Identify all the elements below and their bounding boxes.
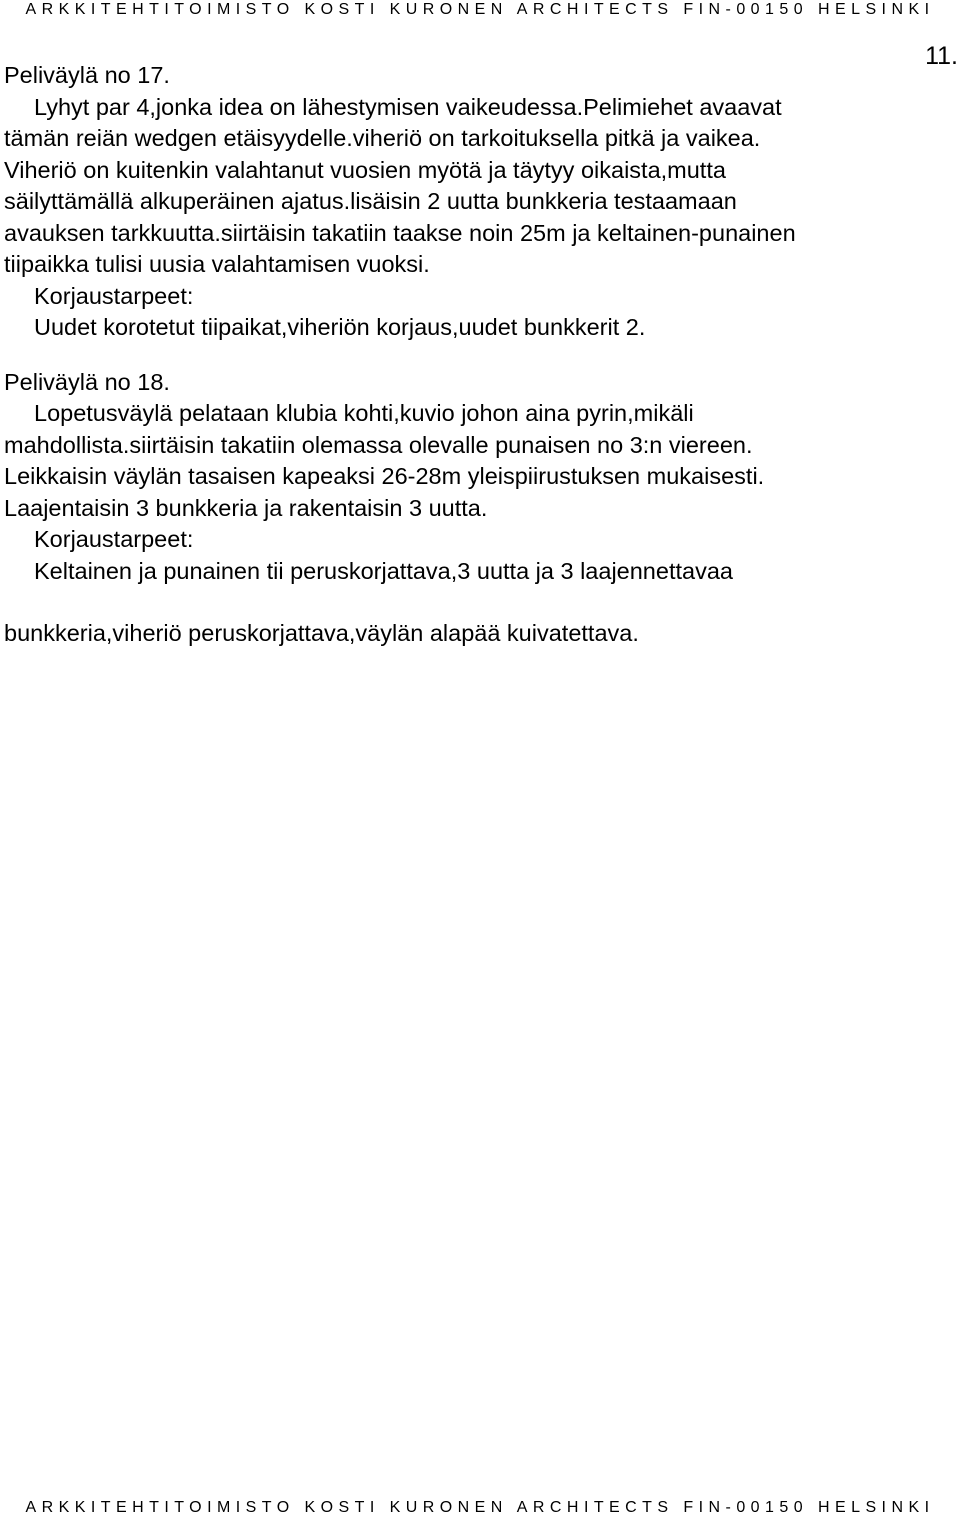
body-line: Viheriö on kuitenkin valahtanut vuosien myötä ja täytyy oikaista,mutta xyxy=(4,156,726,183)
repairs-line: bunkkeria,viheriö peruskorjattava,väylän alapää kuivatettava. xyxy=(4,620,639,646)
document-body xyxy=(4,60,954,650)
body-line: Laajentaisin 3 bunkkeria ja rakentaisin 3 uutta. xyxy=(4,494,488,521)
body-line: avauksen tarkkuutta.siirtäisin takatiin taakse noin 25m ja keltainen-punainen xyxy=(4,219,796,246)
body-line: Lopetusväylä pelataan klubia kohti,kuvio johon aina pyrin,mikäli xyxy=(34,400,694,426)
body-line: Lyhyt par 4,jonka idea on lähestymisen vaikeudessa.Pelimiehet avaavat xyxy=(34,93,782,120)
page-footer: ARKKITEHTITOIMISTO KOSTI KURONEN ARCHITECTS FIN-00150 HELSINKI xyxy=(25,1499,935,1516)
body-line: tiipaikka tulisi uusia valahtamisen vuoksi. xyxy=(4,251,430,277)
section-spacer xyxy=(4,344,954,367)
body-line: säilyttämällä alkuperäinen ajatus.lisäisin 2 uutta bunkkeria testaamaan xyxy=(4,188,737,214)
repairs-label: Korjaustarpeet: xyxy=(34,526,194,552)
paragraph-spacer xyxy=(4,587,954,618)
page-header: ARKKITEHTITOIMISTO KOSTI KURONEN ARCHITECTS FIN-00150 HELSINKI xyxy=(25,1,935,18)
repairs-line: Keltainen ja punainen tii peruskorjattava,3 uutta ja 3 laajennettavaa xyxy=(34,557,733,584)
repairs-label: Korjaustarpeet: xyxy=(34,282,194,309)
body-line: mahdollista.siirtäisin takatiin olemassa olevalle punaisen no 3:n viereen. xyxy=(4,431,753,458)
page-number: 11. xyxy=(925,42,958,70)
body-line: Leikkaisin väylän tasaisen kapeaksi 26-28m yleispiirustuksen mukaisesti. xyxy=(4,463,765,489)
section-fairway-17 xyxy=(4,60,954,344)
section-title: Peliväylä no 18. xyxy=(4,368,170,395)
section-title: Peliväylä no 17. xyxy=(4,62,170,88)
section-fairway-18 xyxy=(4,367,954,650)
body-line: tämän reiän wedgen etäisyydelle.viheriö on tarkoituksella pitkä ja vaikea. xyxy=(4,125,761,151)
repairs-line: Uudet korotetut tiipaikat,viheriön korjaus,uudet bunkkerit 2. xyxy=(34,314,646,340)
